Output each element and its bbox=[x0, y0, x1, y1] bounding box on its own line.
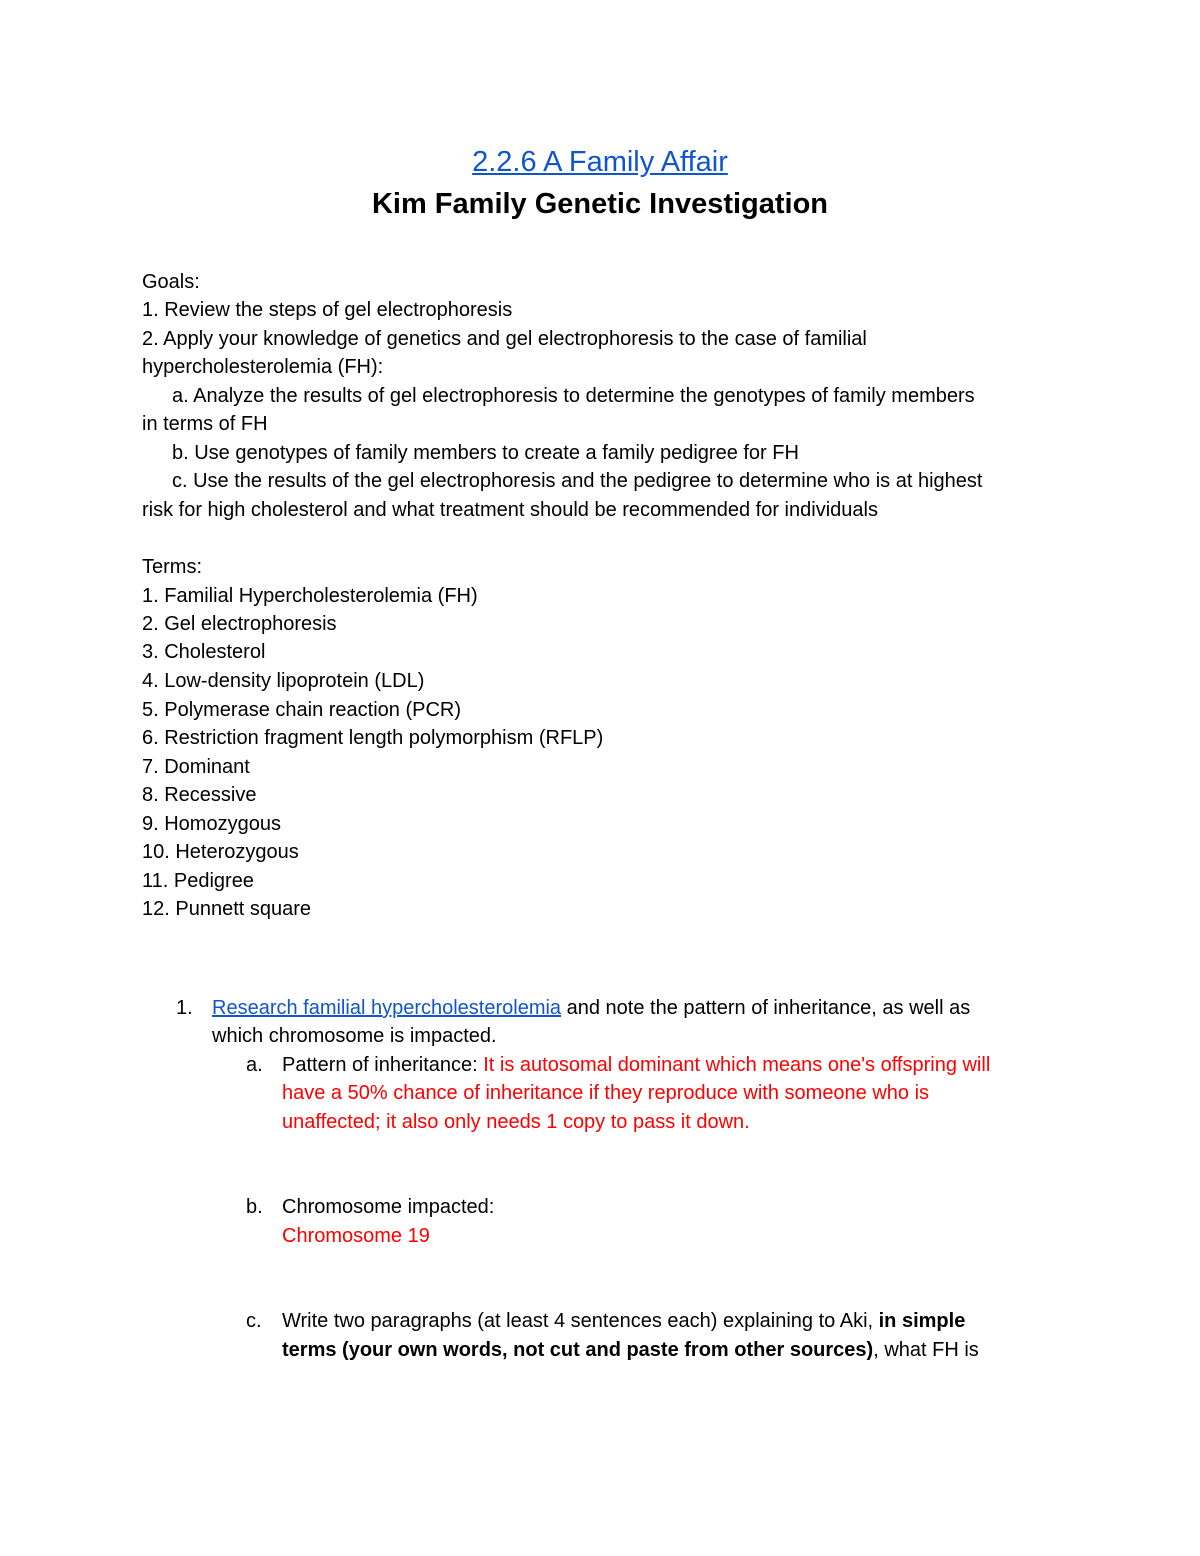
question-1-line-1-rest: and note the pattern of inheritance, as well as bbox=[561, 997, 971, 1019]
goals-label: Goals: bbox=[142, 271, 200, 293]
question-1c-plain-1: Write two paragraphs (at least 4 sentences each) explaining to Aki, bbox=[282, 1310, 879, 1332]
question-1c-bold-1: in simple bbox=[878, 1310, 966, 1332]
question-1-line-1 bbox=[212, 994, 970, 1023]
question-1c-line-2 bbox=[282, 1336, 979, 1365]
pattern-answer-line-3: unaffected; it also only needs 1 copy to pass it down. bbox=[282, 1111, 750, 1133]
goal-item-2-line-2: hypercholesterolemia (FH): bbox=[142, 356, 384, 378]
goal-sub-b: b. Use genotypes of family members to create a family pedigree for FH bbox=[172, 442, 799, 464]
pattern-answer-line-1: It is autosomal dominant which means one's offspring will bbox=[483, 1054, 991, 1076]
pattern-answer-line-2: have a 50% chance of inheritance if they reproduce with someone who is bbox=[282, 1082, 930, 1104]
term-item: 5. Polymerase chain reaction (PCR) bbox=[142, 699, 462, 721]
goal-item-1: 1. Review the steps of gel electrophoresis bbox=[142, 299, 513, 321]
title-link[interactable]: 2.2.6 A Family Affair bbox=[472, 146, 728, 178]
pattern-of-inheritance-label: Pattern of inheritance: bbox=[282, 1054, 484, 1076]
goal-sub-c-line-2: risk for high cholesterol and what treatment should be recommended for individuals bbox=[142, 499, 878, 521]
term-item: 9. Homozygous bbox=[142, 813, 281, 835]
chromosome-impacted-label: Chromosome impacted: bbox=[282, 1196, 495, 1218]
chromosome-answer: Chromosome 19 bbox=[282, 1225, 430, 1247]
term-item: 11. Pedigree bbox=[142, 870, 254, 892]
question-1-number: 1. bbox=[176, 997, 193, 1019]
question-1b-letter: b. bbox=[246, 1196, 263, 1218]
question-1a-letter: a. bbox=[246, 1054, 263, 1076]
question-1c-line-1 bbox=[282, 1307, 965, 1336]
question-1a-line-1 bbox=[282, 1051, 990, 1080]
term-item: 12. Punnett square bbox=[142, 898, 312, 920]
question-1c-letter: c. bbox=[246, 1310, 262, 1332]
question-1-line-2: which chromosome is impacted. bbox=[212, 1025, 497, 1047]
question-1c-plain-2: , what FH is bbox=[873, 1339, 979, 1361]
term-item: 7. Dominant bbox=[142, 756, 250, 778]
term-item: 6. Restriction fragment length polymorphism (RFLP) bbox=[142, 727, 604, 749]
term-item: 8. Recessive bbox=[142, 784, 257, 806]
research-fh-link[interactable]: Research familial hypercholesterolemia bbox=[212, 997, 562, 1019]
term-item: 10. Heterozygous bbox=[142, 841, 299, 863]
question-1c-bold-2: terms (your own words, not cut and paste from other sources) bbox=[282, 1339, 874, 1361]
terms-label: Terms: bbox=[142, 556, 202, 578]
document-subtitle: Kim Family Genetic Investigation bbox=[371, 188, 829, 220]
goal-sub-a-line-1: a. Analyze the results of gel electrophoresis to determine the genotypes of family members bbox=[172, 385, 975, 407]
term-item: 4. Low-density lipoprotein (LDL) bbox=[142, 670, 425, 692]
term-item: 1. Familial Hypercholesterolemia (FH) bbox=[142, 585, 478, 607]
goal-sub-a-line-2: in terms of FH bbox=[142, 413, 268, 435]
goal-sub-c-line-1: c. Use the results of the gel electrophoresis and the pedigree to determine who is at highest bbox=[172, 470, 983, 492]
term-item: 3. Cholesterol bbox=[142, 641, 266, 663]
term-item: 2. Gel electrophoresis bbox=[142, 613, 337, 635]
goal-item-2-line-1: 2. Apply your knowledge of genetics and gel electrophoresis to the case of familial bbox=[142, 328, 867, 350]
